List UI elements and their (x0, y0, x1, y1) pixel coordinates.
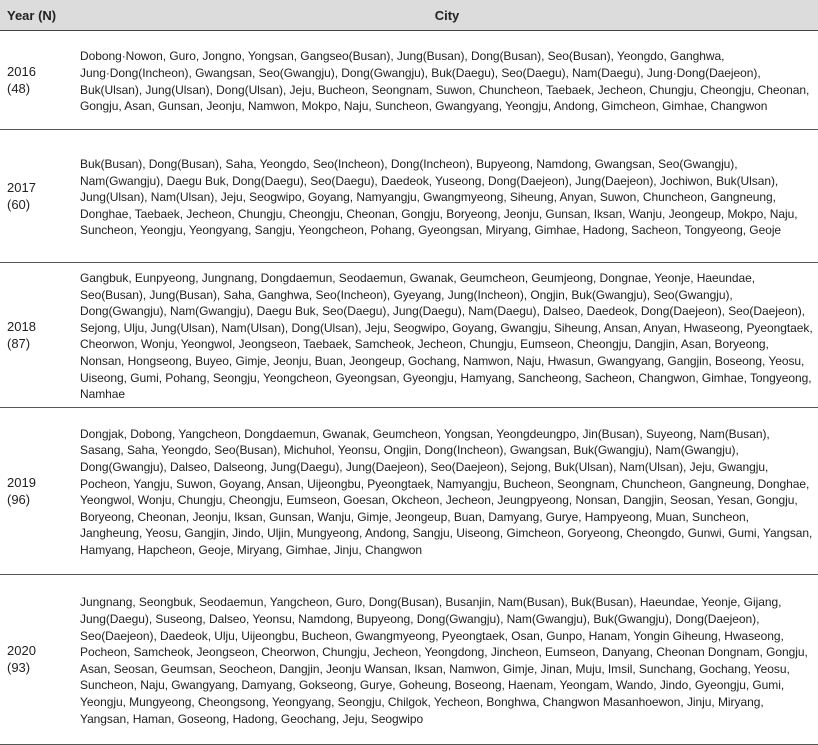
table-row-2018 (0, 263, 818, 408)
table-header (0, 0, 818, 31)
table-row-2020 (0, 574, 818, 744)
year-count: (48) (7, 81, 31, 96)
table-row-2016 (0, 31, 818, 130)
year-value: 2019 (7, 474, 36, 490)
cities-cell: Buk(Busan), Dong(Busan), Saha, Yeongdo, Seo(Incheon), Dong(Incheon), Bupyeong, Namdong, Gwangsan, Seo(Gwangju), Nam(Gwangju), Daegu Buk, Dong(Daegu), Seo(Daegu), Daedeok, Yuseong, Dong(Daejeon), Jung(Daejeon), Jochiwon, Buk(Ulsan), Jung(Ulsan), Nam(Ulsan), Jeju, Seogwipo, Goyang, Namyangju, Gwangmyeong, Siheung, Anyan, Suwon, Chuncheon, Gangneung, Donghae, Taebaek, Jecheon, Chungju, Cheongju, Cheonan, Gongju, Boryeong, Jeonju, Gunsan, Iksan, Wanju, Jeongeup, Mokpo, Naju, Suncheon, Yeongju, Yeongyang, Sangju, Yeongcheon, Pohang, Gyeongsan, Miryang, Gimhae, Hadong, Sacheon, Tongyeong, Geoje (76, 130, 818, 263)
year-count: (60) (7, 197, 31, 212)
year-cell (0, 407, 76, 574)
year-value: 2016 (7, 64, 36, 79)
year-cell (0, 574, 76, 744)
header-row (0, 0, 818, 31)
cities-cell: Jungnang, Seongbuk, Seodaemun, Yangcheon, Guro, Dong(Busan), Busanjin, Nam(Busan), Buk(Busan), Haeundae, Yeonje, Gijang, Jung(Daegu), Suseong, Dalseo, Yeonsu, Namdong, Bupyeong, Dong(Gwangju), Nam(Gwangju), Buk(Gwangju), Dong(Daejeon), Seo(Daejeon), Daedeok, Ulju, Uijeongbu, Bucheon, Gwangmyeong, Pyeongtaek, Osan, Gunpo, Hanam, Yongin Giheung, Hwaseong, Pocheon, Samcheok, Jeongseon, Cheorwon, Chungju, Jecheon, Yeongdong, Jincheon, Eumseon, Danyang, Cheonan Dongnam, Gongju, Asan, Seosan, Geumsan, Seocheon, Dangjin, Jeonju Wansan, Iksan, Namwon, Gimje, Jinan, Muju, Imsil, Sunchang, Gochang, Yeosu, Suncheon, Naju, Gwangyang, Damyang, Gokseong, Gurye, Goheung, Boseong, Haenam, Yeongam, Wando, Jindo, Gyeongju, Gumi, Yeongju, Mungyeong, Cheongsong, Yeongyang, Seongju, Chilgok, Yecheon, Bonghwa, Changwon Masanhoewon, Jinju, Miryang, Yangsan, Haman, Goseong, Hadong, Geochang, Jeju, Seogwipo (76, 574, 818, 744)
table-body (0, 31, 818, 745)
year-count: (93) (7, 660, 31, 676)
year-cell (0, 31, 76, 130)
year-value: 2018 (7, 318, 36, 334)
year-count: (96) (7, 491, 31, 507)
year-cell (0, 130, 76, 263)
city-column-header: City (76, 0, 818, 31)
year-column-header: Year (N) (0, 0, 76, 31)
table-row-2017 (0, 130, 818, 263)
year-value: 2017 (7, 180, 36, 195)
year-value: 2020 (7, 643, 36, 659)
year-count: (87) (7, 335, 31, 351)
cities-cell: Gangbuk, Eunpyeong, Jungnang, Dongdaemun, Seodaemun, Gwanak, Geumcheon, Geumjeong, Dongnae, Yeonje, Haeundae, Seo(Busan), Jung(Busan), Saha, Ganghwa, Seo(Incheon), Gyeyang, Jung(Incheon), Ongjin, Buk(Gwangju), Seo(Gwangju), Dong(Gwangju), Nam(Gwangju), Daegu Buk, Seo(Daegu), Jung(Daegu), Nam(Daegu), Dalseo, Daedeok, Dong(Daejeon), Seo(Daejeon), Sejong, Ulju, Jung(Ulsan), Nam(Ulsan), Dong(Ulsan), Jeju, Seogwipo, Goyang, Gwangju, Siheung, Ansan, Anyan, Hwaseong, Pyeongtaek, Cheorwon, Wonju, Yeongwol, Jeongseon, Taebaek, Samcheok, Jecheon, Chungju, Eumseon, Cheongju, Dangjin, Asan, Boryeong, Nonsan, Hongseong, Buyeo, Gimje, Jeonju, Buan, Jeongeup, Gochang, Namwon, Naju, Hwasun, Gwangyang, Gangjin, Boseong, Yeosu, Uiseong, Gumi, Pohang, Seongju, Yeongcheon, Gyeongsan, Gyeongju, Hamyang, Sancheong, Sacheon, Changwon, Gimhae, Tongyeong, Namhae (76, 263, 818, 408)
cities-cell: Dongjak, Dobong, Yangcheon, Dongdaemun, Gwanak, Geumcheon, Yongsan, Yeongdeungpo, Jin(Busan), Suyeong, Nam(Busan), Sasang, Saha, Yeongdo, Seo(Busan), Michuhol, Yeonsu, Ongjin, Dong(Incheon), Gwangsan, Buk(Gwangju), Nam(Gwangju), Dong(Gwangju), Dalseo, Dalseong, Jung(Daegu), Jung(Daejeon), Seo(Daejeon), Sejong, Buk(Ulsan), Nam(Ulsan), Jeju, Gwangju, Pocheon, Yangju, Suwon, Goyang, Ansan, Uijeongbu, Pyeongtaek, Namyangju, Bucheon, Seongnam, Chuncheon, Gangneung, Donghae, Yeongwol, Wonju, Chungju, Cheongju, Eumseon, Goesan, Okcheon, Jecheon, Jeungpyeong, Nonsan, Dangjin, Seosan, Yesan, Gongju, Boryeong, Cheonan, Jeonju, Iksan, Gunsan, Wanju, Gimje, Jeongeup, Buan, Damyang, Gurye, Hampyeong, Muan, Suncheon, Jangheung, Yeosu, Gangjin, Jindo, Uljin, Mungyeong, Andong, Sangju, Uiseong, Gimcheon, Goryeong, Cheongdo, Gunwi, Gumi, Yangsan, Hamyang, Hapcheon, Geoje, Miryang, Gimhae, Jinju, Changwon (76, 407, 818, 574)
table-row-2019 (0, 407, 818, 574)
cities-cell: Dobong·Nowon, Guro, Jongno, Yongsan, Gangseo(Busan), Jung(Busan), Dong(Busan), Seo(Busan), Yeongdo, Ganghwa, Jung·Dong(Incheon), Gwangsan, Seo(Gwangju), Dong(Gwangju), Buk(Daegu), Seo(Daegu), Nam(Daegu), Jung·Dong(Daejeon), Buk(Ulsan), Jung(Ulsan), Dong(Ulsan), Jeju, Bucheon, Seongnam, Suwon, Chuncheon, Taebaek, Jecheon, Chungju, Cheongju, Cheonan, Gongju, Asan, Gunsan, Jeonju, Namwon, Mokpo, Naju, Suncheon, Gwangyang, Yeongju, Andong, Gimcheon, Gimhae, Changwon (76, 31, 818, 130)
year-cell (0, 263, 76, 408)
